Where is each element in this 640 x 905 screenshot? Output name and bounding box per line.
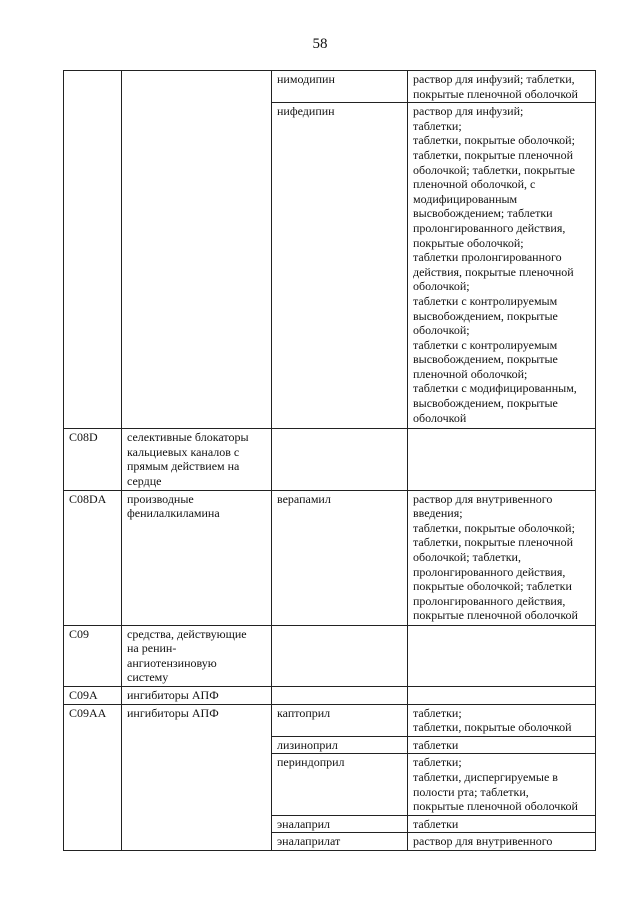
dosage-form-cell: таблетки (408, 815, 596, 833)
table-row (64, 490, 596, 625)
group-name-cell: производные фенилалкиламина (122, 490, 272, 625)
page-number: 58 (312, 36, 328, 52)
drug-name-cell: эналаприл (272, 815, 408, 833)
drug-name-cell: периндоприл (272, 754, 408, 815)
table-row (64, 71, 596, 103)
drug-name-cell: нифедипин (272, 103, 408, 429)
table-row (64, 704, 596, 736)
dosage-form-cell: раствор для внутривенного (408, 833, 596, 851)
atc-code-cell (64, 71, 122, 429)
drug-name-cell: эналаприлат (272, 833, 408, 851)
group-name-cell: ингибиторы АПФ (122, 704, 272, 850)
drug-name-cell (272, 429, 408, 490)
table-row (64, 686, 596, 704)
table-row (64, 429, 596, 490)
dosage-form-cell: раствор для инфузий; таблетки, покрытые пленочной оболочкой (408, 71, 596, 103)
group-name-cell: средства, действующие на ренин- ангиотензиновую систему (122, 625, 272, 686)
atc-code-cell: C08D (64, 429, 122, 490)
drug-table (63, 70, 596, 851)
atc-code-cell: C09A (64, 686, 122, 704)
dosage-form-cell (408, 625, 596, 686)
dosage-form-cell (408, 686, 596, 704)
group-name-cell: селективные блокаторы кальциевых каналов с прямым действием на сердце (122, 429, 272, 490)
drug-name-cell: каптоприл (272, 704, 408, 736)
group-name-cell (122, 71, 272, 429)
atc-code-cell: C08DA (64, 490, 122, 625)
drug-name-cell (272, 625, 408, 686)
dosage-form-cell: таблетки; таблетки, покрытые оболочкой (408, 704, 596, 736)
atc-code-cell: C09 (64, 625, 122, 686)
drug-name-cell (272, 686, 408, 704)
dosage-form-cell: раствор для инфузий; таблетки; таблетки, покрытые оболочкой; таблетки, покрытые пленочной оболочкой; таблетки, покрытые пленочной оболочкой, с модифицированным высвобождением; таблетки пролонгированного действия, покрытые оболочкой; таблетки пролонгированного действия, покрытые пленочной оболочкой; таблетки с контролируемым высвобождением, покрытые оболочкой; таблетки с контролируемым высвобождением, покрытые пленочной оболочкой; таблетки с модифицированным, высвобождением, покрытые оболочкой (408, 103, 596, 429)
table-row (64, 625, 596, 686)
drug-name-cell: лизиноприл (272, 736, 408, 754)
drug-name-cell: верапамил (272, 490, 408, 625)
dosage-form-cell: таблетки (408, 736, 596, 754)
group-name-cell: ингибиторы АПФ (122, 686, 272, 704)
dosage-form-cell: раствор для внутривенного введения; таблетки, покрытые оболочкой; таблетки, покрытые пленочной оболочкой; таблетки, пролонгированного действия, покрытые оболочкой; таблетки пролонгированного действия, покрытые пленочной оболочкой (408, 490, 596, 625)
dosage-form-cell: таблетки; таблетки, диспергируемые в полости рта; таблетки, покрытые пленочной оболочкой (408, 754, 596, 815)
dosage-form-cell (408, 429, 596, 490)
drug-name-cell: нимодипин (272, 71, 408, 103)
atc-code-cell: C09AA (64, 704, 122, 850)
